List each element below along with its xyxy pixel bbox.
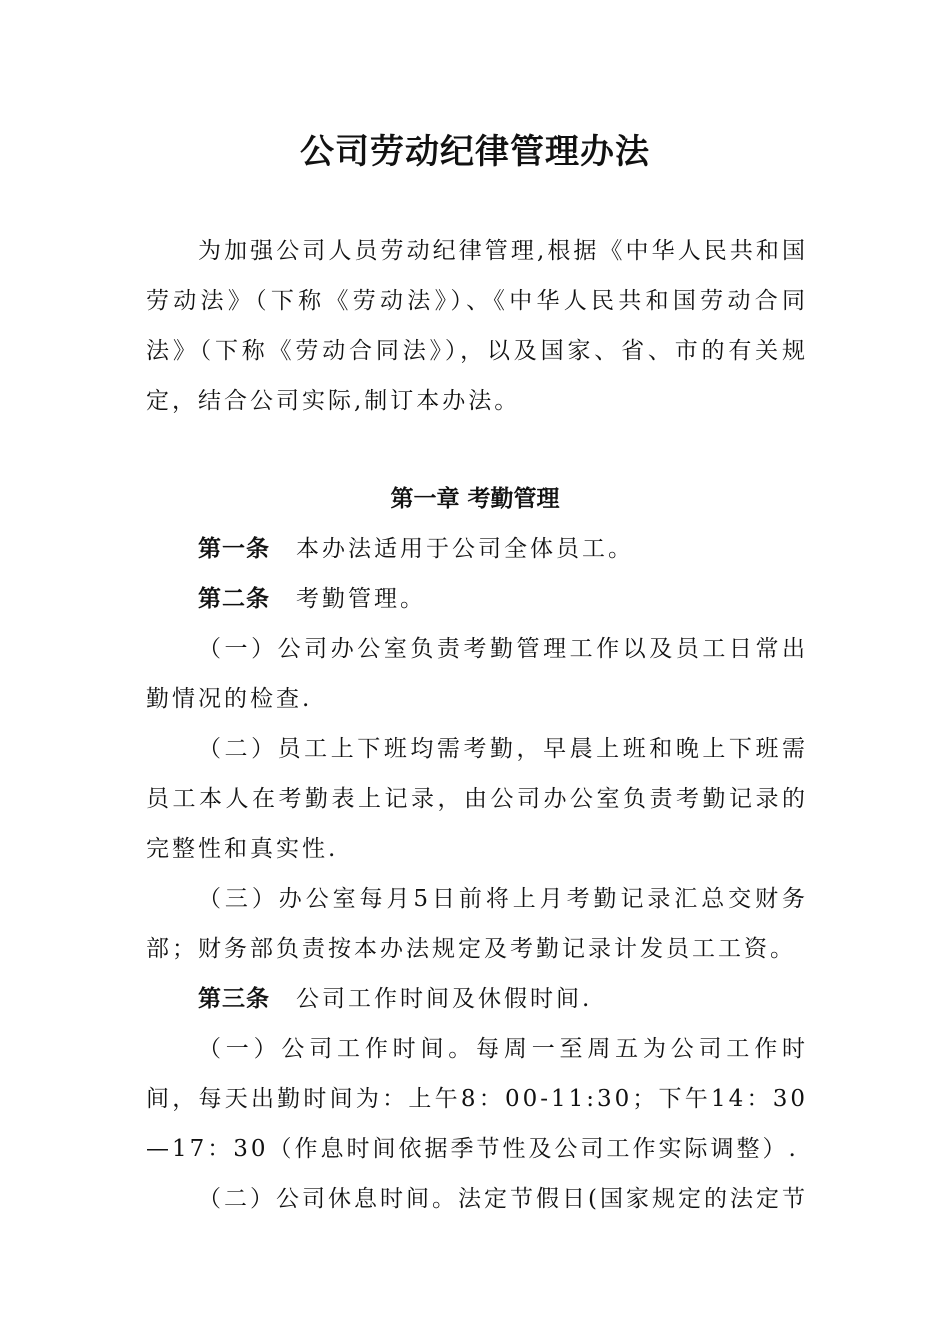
article-2-label: 第二条 (198, 586, 270, 612)
document-title: 公司劳动纪律管理办法 (300, 132, 650, 172)
article-2-item-2: （二）员工上下班均需考勤，早晨上班和晚上下班需员工本人在考勤表上记录，由公司办公室负责考勤记录的完整性和真实性. (146, 736, 808, 862)
article-2 (146, 574, 808, 624)
article-3-item-1: （一）公司工作时间。每周一至周五为公司工作时间，每天出勤时间为：上午8：00-11:30；下午14：30—17：30（作息时间依据季节性及公司工作实际调整）. (146, 1036, 808, 1162)
article-2-item-3: （三）办公室每月5日前将上月考勤记录汇总交财务部；财务部负责按本办法规定及考勤记录计发员工工资。 (146, 886, 808, 962)
article-3-item-2: （二）公司休息时间。法定节假日(国家规定的法定节 (198, 1186, 808, 1212)
article-1 (146, 524, 808, 574)
article-2-text: 考勤管理。 (296, 586, 426, 612)
article-3-text: 公司工作时间及休假时间. (296, 986, 593, 1012)
chapter-heading: 第一章 考勤管理 (390, 486, 560, 512)
preamble-paragraph: 为加强公司人员劳动纪律管理,根据《中华人民共和国劳动法》（下称《劳动法》）、《中华人民共和国劳动合同法》（下称《劳动合同法》），以及国家、省、市的有关规定，结合公司实际,制订本办法。 (146, 238, 808, 414)
article-1-text: 本办法适用于公司全体员工。 (296, 536, 634, 562)
article-3-label: 第三条 (198, 986, 270, 1012)
article-3 (146, 974, 808, 1024)
article-2-item-1: （一）公司办公室负责考勤管理工作以及员工日常出勤情况的检查. (146, 636, 808, 712)
article-1-label: 第一条 (198, 536, 270, 562)
